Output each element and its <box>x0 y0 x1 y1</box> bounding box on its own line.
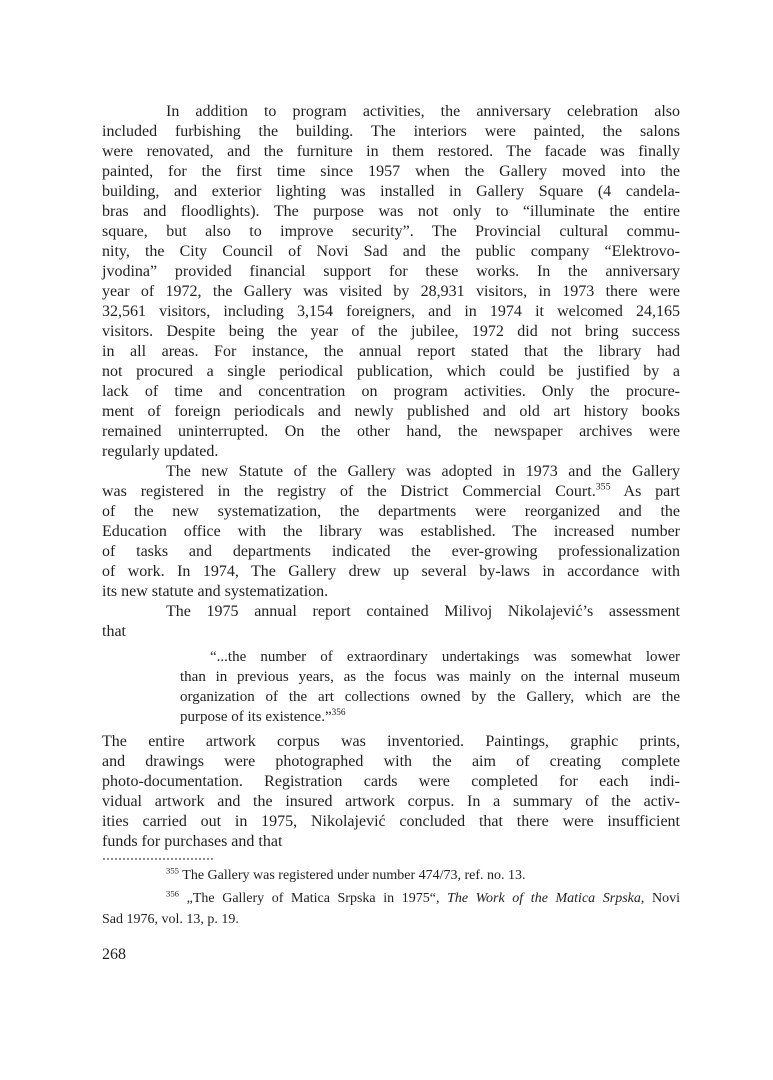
text-blocks <box>102 102 680 852</box>
text-line: ment of foreign periodicals and newly published and old art history books <box>102 403 680 420</box>
text-line: lack of time and concentration on program activities. Only the procure- <box>102 383 680 400</box>
text-line: included furbishing the building. The interiors were painted, the salons <box>102 123 680 140</box>
text-line: in all areas. For instance, the annual report stated that the library had <box>102 343 680 360</box>
body-paragraph <box>102 732 680 852</box>
text-line: than in previous years, as the focus was mainly on the internal museum <box>180 669 680 685</box>
block-quote <box>180 647 680 727</box>
text-line: painted, for the first time since 1957 when the Gallery moved into the <box>102 163 680 180</box>
text-line: visitors. Despite being the year of the jubilee, 1972 did not bring success <box>102 323 680 340</box>
footnote <box>102 865 680 886</box>
text-line: The 1975 annual report contained Milivoj Nikolajević’s assessment <box>166 603 680 620</box>
text-line: of the new systematization, the departments were reorganized and the <box>102 503 680 520</box>
body-paragraph <box>102 602 680 642</box>
text-line: bras and floodlights). The purpose was not only to “illuminate the entire <box>102 203 680 220</box>
text-line: 32,561 visitors, including 3,154 foreigners, and in 1974 it welcomed 24,165 <box>102 303 680 320</box>
text-line: In addition to program activities, the anniversary celebration also <box>166 103 680 120</box>
text-line: was registered in the registry of the District Commercial Court.$^{355}$ As part <box>102 481 680 500</box>
text-line: “...the number of extraordinary undertakings was somewhat lower <box>210 649 680 665</box>
text-line: of work. In 1974, The Gallery drew up several by-laws in accordance with <box>102 563 680 580</box>
text-line: square, but also to improve security”. The Provincial cultural commu- <box>102 223 680 240</box>
text-line: remained uninterrupted. On the other hand, the newspaper archives were <box>102 423 680 440</box>
text-line: photo-documentation. Registration cards were completed for each indi- <box>102 773 680 790</box>
text-line: regularly updated. <box>102 443 219 460</box>
body-paragraph <box>102 462 680 602</box>
text-line: purpose of its existence.”$^{356}$ <box>180 708 346 725</box>
text-line: $^{356}$ „The Gallery of Matica Srpska in 1975“, The Work of the Matica Srpska, Novi <box>166 888 680 906</box>
text-line: were renovated, and the furniture in them restored. The facade was finally <box>102 143 680 160</box>
text-line: nity, the City Council of Novi Sad and the public company “Elektrovo- <box>102 243 680 260</box>
text-line: Education office with the library was established. The increased number <box>102 523 680 540</box>
text-line: The new Statute of the Gallery was adopted in 1973 and the Gallery <box>166 463 680 480</box>
text-line: building, and exterior lighting was installed in Gallery Square (4 candela- <box>102 183 680 200</box>
text-line: $^{355}$ The Gallery was registered under number 474/73, ref. no. 13. <box>166 865 526 883</box>
footnote <box>102 888 680 930</box>
text-line: funds for purchases and that <box>102 833 283 850</box>
text-line: jvodina” provided financial support for these works. In the anniversary <box>102 263 680 280</box>
text-line: ities carried out in 1975, Nikolajević concluded that there were insufficient <box>102 813 680 830</box>
body-paragraph <box>102 102 680 462</box>
page-number: 268 <box>102 946 126 963</box>
text-line: that <box>102 623 126 640</box>
text-line: organization of the art collections owned by the Gallery, which are the <box>180 689 680 705</box>
text-line: its new statute and systematization. <box>102 583 329 600</box>
text-line: of tasks and departments indicated the ever-growing professionalization <box>102 543 680 560</box>
footnotes <box>102 865 680 930</box>
text-line: year of 1972, the Gallery was visited by 28,931 visitors, in 1973 there were <box>102 283 680 300</box>
text-line: not procured a single periodical publication, which could be justified by a <box>102 363 680 380</box>
text-line: vidual artwork and the insured artwork corpus. In a summary of the activ- <box>102 793 680 810</box>
text-line: The entire artwork corpus was inventoried. Paintings, graphic prints, <box>102 733 680 750</box>
text-line: and drawings were photographed with the aim of creating complete <box>102 753 680 770</box>
footnote-separator <box>103 858 213 860</box>
text-line: Sad 1976, vol. 13, p. 19. <box>102 912 239 927</box>
